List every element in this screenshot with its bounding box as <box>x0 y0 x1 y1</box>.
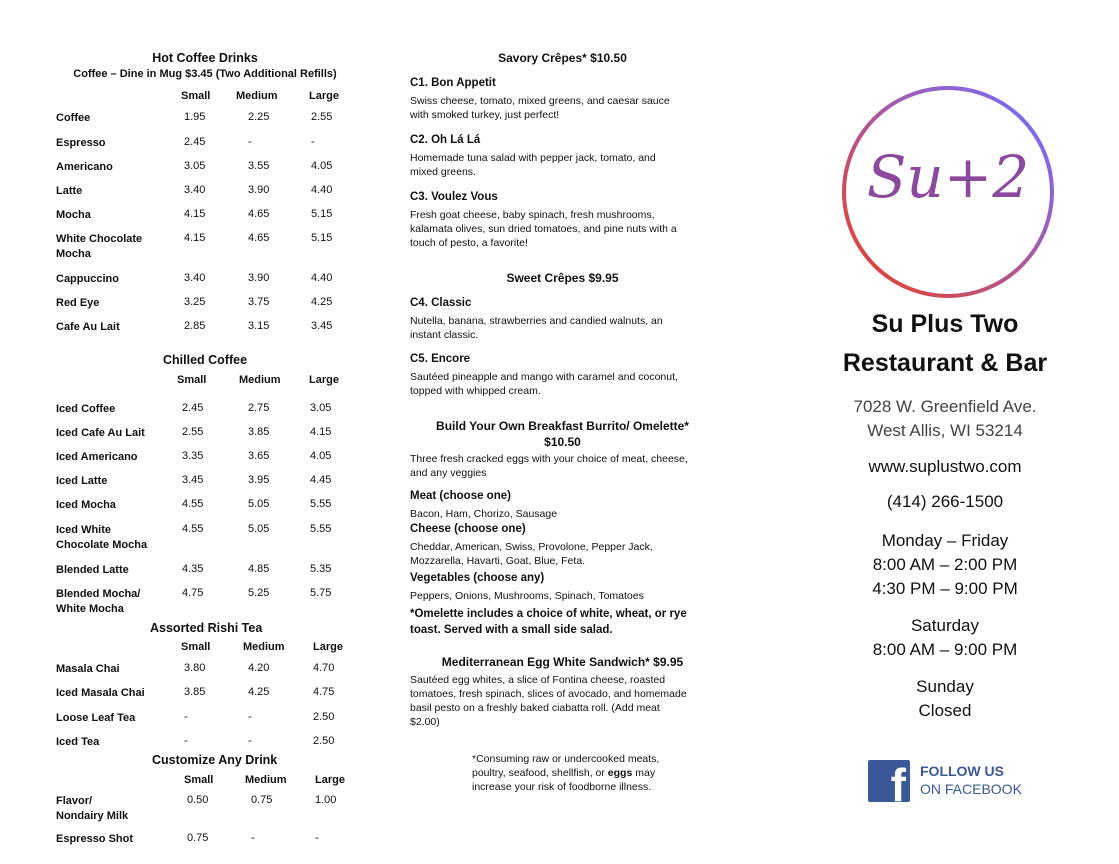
menu-item-price: 0.75 <box>187 832 209 844</box>
burrito-veg-options: Peppers, Onions, Mushrooms, Spinach, Tomatoes <box>410 590 644 602</box>
menu-item-name: Red Eye <box>56 297 100 309</box>
burrito-meat-heading: Meat (choose one) <box>410 490 511 502</box>
menu-item-name: Loose Leaf Tea <box>56 712 136 724</box>
hours-weekday-time-1: 8:00 AM – 2:00 PM <box>872 555 1018 574</box>
burrito-veg-heading: Vegetables (choose any) <box>410 572 545 584</box>
menu-item-price: 4.75 <box>313 686 335 698</box>
menu-item-price: 3.40 <box>184 272 206 284</box>
menu-item-price: 3.90 <box>248 184 270 196</box>
crepe-c2-desc: Homemade tuna salad with pepper jack, tomato, and mixed greens. <box>410 152 656 178</box>
menu-item-price: - <box>184 711 188 723</box>
facebook-follow-subtext: ON FACEBOOK <box>920 781 1022 797</box>
facebook-icon[interactable]: f <box>868 760 910 802</box>
restaurant-subtitle: Restaurant & Bar <box>842 349 1048 377</box>
crepe-c5-desc: Sautéed pineapple and mango with caramel and coconut, topped with whipped cream. <box>410 371 678 397</box>
sandwich-desc: Sautéed egg whites, a slice of Fontina cheese, roasted tomatoes, fresh spinach, slices of avocado, and homemade basil pesto on a freshly baked ciabatta roll. (Add meat $2.00) <box>410 674 687 728</box>
facebook-follow[interactable] <box>868 760 1048 802</box>
menu-item-price: 2.50 <box>313 711 335 723</box>
burrito-intro: Three fresh cracked eggs with your choice of meat, cheese, and any veggies <box>410 453 688 479</box>
menu-item-name: Masala Chai <box>56 663 120 675</box>
menu-item-price: 4.05 <box>311 160 333 172</box>
hours-saturday-time: 8:00 AM – 9:00 PM <box>872 640 1018 659</box>
menu-item-price: 4.65 <box>248 208 270 220</box>
crepe-c5-name: C5. Encore <box>410 353 471 365</box>
menu-item-price: 4.15 <box>310 426 332 438</box>
menu-item-name: Flavor/ Nondairy Milk <box>56 795 129 822</box>
menu-item-name: Espresso <box>56 137 106 149</box>
hours-saturday <box>790 614 1100 662</box>
menu-item-price: 3.40 <box>184 184 206 196</box>
menu-item-price: 2.25 <box>248 111 270 123</box>
menu-item-price: 4.25 <box>311 296 333 308</box>
column-header: Large <box>315 774 345 786</box>
menu-item-price: 0.75 <box>251 794 273 806</box>
menu-item-price: 4.85 <box>248 563 270 575</box>
customize-title: Customize Any Drink <box>152 753 278 767</box>
hours-sunday-time: Closed <box>918 701 972 720</box>
menu-item-name: Coffee <box>56 112 91 124</box>
menu-item-price: - <box>248 136 252 148</box>
hot-coffee-subtitle: Coffee – Dine in Mug $3.45 (Two Additional Refills) <box>73 68 337 80</box>
column-header: Small <box>181 90 211 102</box>
menu-item-price: 3.35 <box>182 450 204 462</box>
menu-item-price: 5.25 <box>248 587 270 599</box>
savory-crepes-title: Savory Crêpes* $10.50 <box>498 51 627 65</box>
column-header: Small <box>181 641 211 653</box>
column-header: Medium <box>239 374 281 386</box>
menu-item-price: 3.45 <box>182 474 204 486</box>
menu-item-price: 3.80 <box>184 662 206 674</box>
sandwich-title: Mediterranean Egg White Sandwich* $9.95 <box>441 655 684 669</box>
menu-item-price: 3.55 <box>248 160 270 172</box>
crepe-c3-desc: Fresh goat cheese, baby spinach, fresh mushrooms, kalamata olives, sun dried tomatoes, and pine nuts with a touch of pesto, a favorite! <box>410 209 677 249</box>
menu-item-price: 3.05 <box>184 160 206 172</box>
menu-item-price: 2.85 <box>184 320 206 332</box>
column-header: Large <box>313 641 343 653</box>
burrito-note: *Omelette includes a choice of white, wheat, or rye toast. Served with a small side salad. <box>410 608 687 636</box>
menu-item-price: 4.45 <box>310 474 332 486</box>
chilled-coffee-title: Chilled Coffee <box>163 353 248 367</box>
menu-item-name: Espresso Shot <box>56 833 134 845</box>
menu-item-price: 5.15 <box>311 232 333 244</box>
menu-item-price: 3.05 <box>310 402 332 414</box>
hours-weekday <box>790 529 1100 601</box>
menu-item-name: Blended Latte <box>56 564 129 576</box>
menu-item-price: - <box>311 136 315 148</box>
menu-item-name: Blended Mocha/ White Mocha <box>56 588 141 615</box>
menu-item-price: 2.55 <box>311 111 333 123</box>
menu-item-price: 3.45 <box>311 320 333 332</box>
menu-item-price: 2.45 <box>184 136 206 148</box>
foodborne-warning: *Consuming raw or undercooked meats, poultry, seafood, shellfish, or eggs may increase your risk of foodborne illness. <box>472 753 660 793</box>
menu-item-price: 4.25 <box>248 686 270 698</box>
menu-item-price: - <box>248 711 252 723</box>
hours-sunday <box>790 675 1100 723</box>
right-column <box>730 0 1119 864</box>
column-header: Small <box>184 774 214 786</box>
column-header: Medium <box>236 90 278 102</box>
menu-item-price: 2.45 <box>182 402 204 414</box>
menu-item-name: Iced Cafe Au Lait <box>56 427 145 439</box>
phone-number: (414) 266-1500 <box>886 492 1004 511</box>
menu-item-price: 5.55 <box>310 498 332 510</box>
menu-item-name: Iced Tea <box>56 736 100 748</box>
menu-item-price: 1.00 <box>315 794 337 806</box>
menu-item-price: 3.85 <box>248 426 270 438</box>
column-header: Large <box>309 90 339 102</box>
menu-item-price: 0.50 <box>187 794 209 806</box>
menu-item-price: 2.50 <box>313 735 335 747</box>
burrito-meat-options: Bacon, Ham, Chorizo, Sausage <box>410 508 558 520</box>
crepe-c1-desc: Swiss cheese, tomato, mixed greens, and caesar sauce with smoked turkey, just perfect! <box>410 95 670 121</box>
menu-item-price: 3.15 <box>248 320 270 332</box>
middle-column <box>400 0 730 864</box>
crepe-c2-name: C2. Oh Lá Lá <box>410 134 481 146</box>
menu-item-price: 4.75 <box>182 587 204 599</box>
menu-item-name: Americano <box>56 161 113 173</box>
column-header: Medium <box>243 641 285 653</box>
menu-item-price: 4.65 <box>248 232 270 244</box>
menu-item-name: Iced Mocha <box>56 499 116 511</box>
menu-item-name: Cappuccino <box>56 273 119 285</box>
menu-item-name: White Chocolate Mocha <box>56 233 143 260</box>
burrito-cheese-options: Cheddar, American, Swiss, Provolone, Pepper Jack, Mozzarella, Havarti, Goat, Blue, Feta. <box>410 541 653 567</box>
facebook-follow-text: FOLLOW US <box>920 763 1004 779</box>
menu-item-price: 2.55 <box>182 426 204 438</box>
tea-title: Assorted Rishi Tea <box>150 621 263 635</box>
menu-item-name: Iced Masala Chai <box>56 687 145 699</box>
menu-item-price: 4.15 <box>184 208 206 220</box>
menu-item-price: 4.55 <box>182 498 204 510</box>
menu-item-price: 4.15 <box>184 232 206 244</box>
crepe-c3-name: C3. Voulez Vous <box>410 191 498 203</box>
menu-item-price: 3.95 <box>248 474 270 486</box>
menu-item-price: - <box>248 735 252 747</box>
menu-item-price: 5.05 <box>248 498 270 510</box>
column-header: Medium <box>245 774 287 786</box>
burrito-cheese-heading: Cheese (choose one) <box>410 523 526 535</box>
hot-coffee-title: Hot Coffee Drinks <box>152 51 258 65</box>
menu-item-name: Iced Latte <box>56 475 108 487</box>
menu-item-price: 3.90 <box>248 272 270 284</box>
restaurant-name: Su Plus Two <box>871 310 1019 338</box>
hours-weekday-time-2: 4:30 PM – 9:00 PM <box>872 579 1018 598</box>
hours-weekday-label: Monday – Friday <box>881 531 1009 550</box>
menu-item-price: 4.40 <box>311 184 333 196</box>
menu-item-price: 4.40 <box>311 272 333 284</box>
column-header: Small <box>177 374 207 386</box>
menu-item-price: 5.35 <box>310 563 332 575</box>
burrito-title: Build Your Own Breakfast Burrito/ Omelette* $10.50 <box>436 419 689 449</box>
menu-item-price: - <box>251 832 255 844</box>
menu-item-price: 1.95 <box>184 111 206 123</box>
menu-item-price: 4.70 <box>313 662 335 674</box>
address-line-1: 7028 W. Greenfield Ave. <box>853 397 1037 416</box>
logo-text: Su+2 <box>866 143 1030 211</box>
menu-item-price: 5.05 <box>248 523 270 535</box>
menu-item-price: - <box>315 832 319 844</box>
left-column <box>0 0 400 864</box>
menu-item-name: Latte <box>56 185 83 197</box>
menu-item-name: Iced Coffee <box>56 403 116 415</box>
column-header: Large <box>309 374 339 386</box>
hours-sunday-label: Sunday <box>916 677 974 696</box>
menu-item-price: 4.55 <box>182 523 204 535</box>
sweet-crepes-title: Sweet Crêpes $9.95 <box>506 271 619 285</box>
menu-item-price: 3.85 <box>184 686 206 698</box>
menu-item-price: 5.15 <box>311 208 333 220</box>
menu-item-name: Iced White Chocolate Mocha <box>56 524 148 551</box>
menu-item-price: - <box>184 735 188 747</box>
website-link[interactable]: www.suplustwo.com <box>868 457 1022 476</box>
crepe-c4-desc: Nutella, banana, strawberries and candied walnuts, an instant classic. <box>410 315 663 341</box>
crepe-c1-name: C1. Bon Appetit <box>410 77 496 89</box>
menu-item-price: 4.20 <box>248 662 270 674</box>
crepe-c4-name: C4. Classic <box>410 297 472 309</box>
hours-saturday-label: Saturday <box>910 616 980 635</box>
menu-item-name: Mocha <box>56 209 91 221</box>
menu-item-price: 3.25 <box>184 296 206 308</box>
menu-item-price: 4.35 <box>182 563 204 575</box>
menu-item-price: 5.55 <box>310 523 332 535</box>
menu-item-name: Iced Americano <box>56 451 138 463</box>
menu-item-price: 2.75 <box>248 402 270 414</box>
menu-item-price: 3.65 <box>248 450 270 462</box>
menu-item-price: 5.75 <box>310 587 332 599</box>
menu-item-name: Cafe Au Lait <box>56 321 120 333</box>
address-line-2: West Allis, WI 53214 <box>867 421 1023 440</box>
menu-item-price: 4.05 <box>310 450 332 462</box>
menu-item-price: 3.75 <box>248 296 270 308</box>
